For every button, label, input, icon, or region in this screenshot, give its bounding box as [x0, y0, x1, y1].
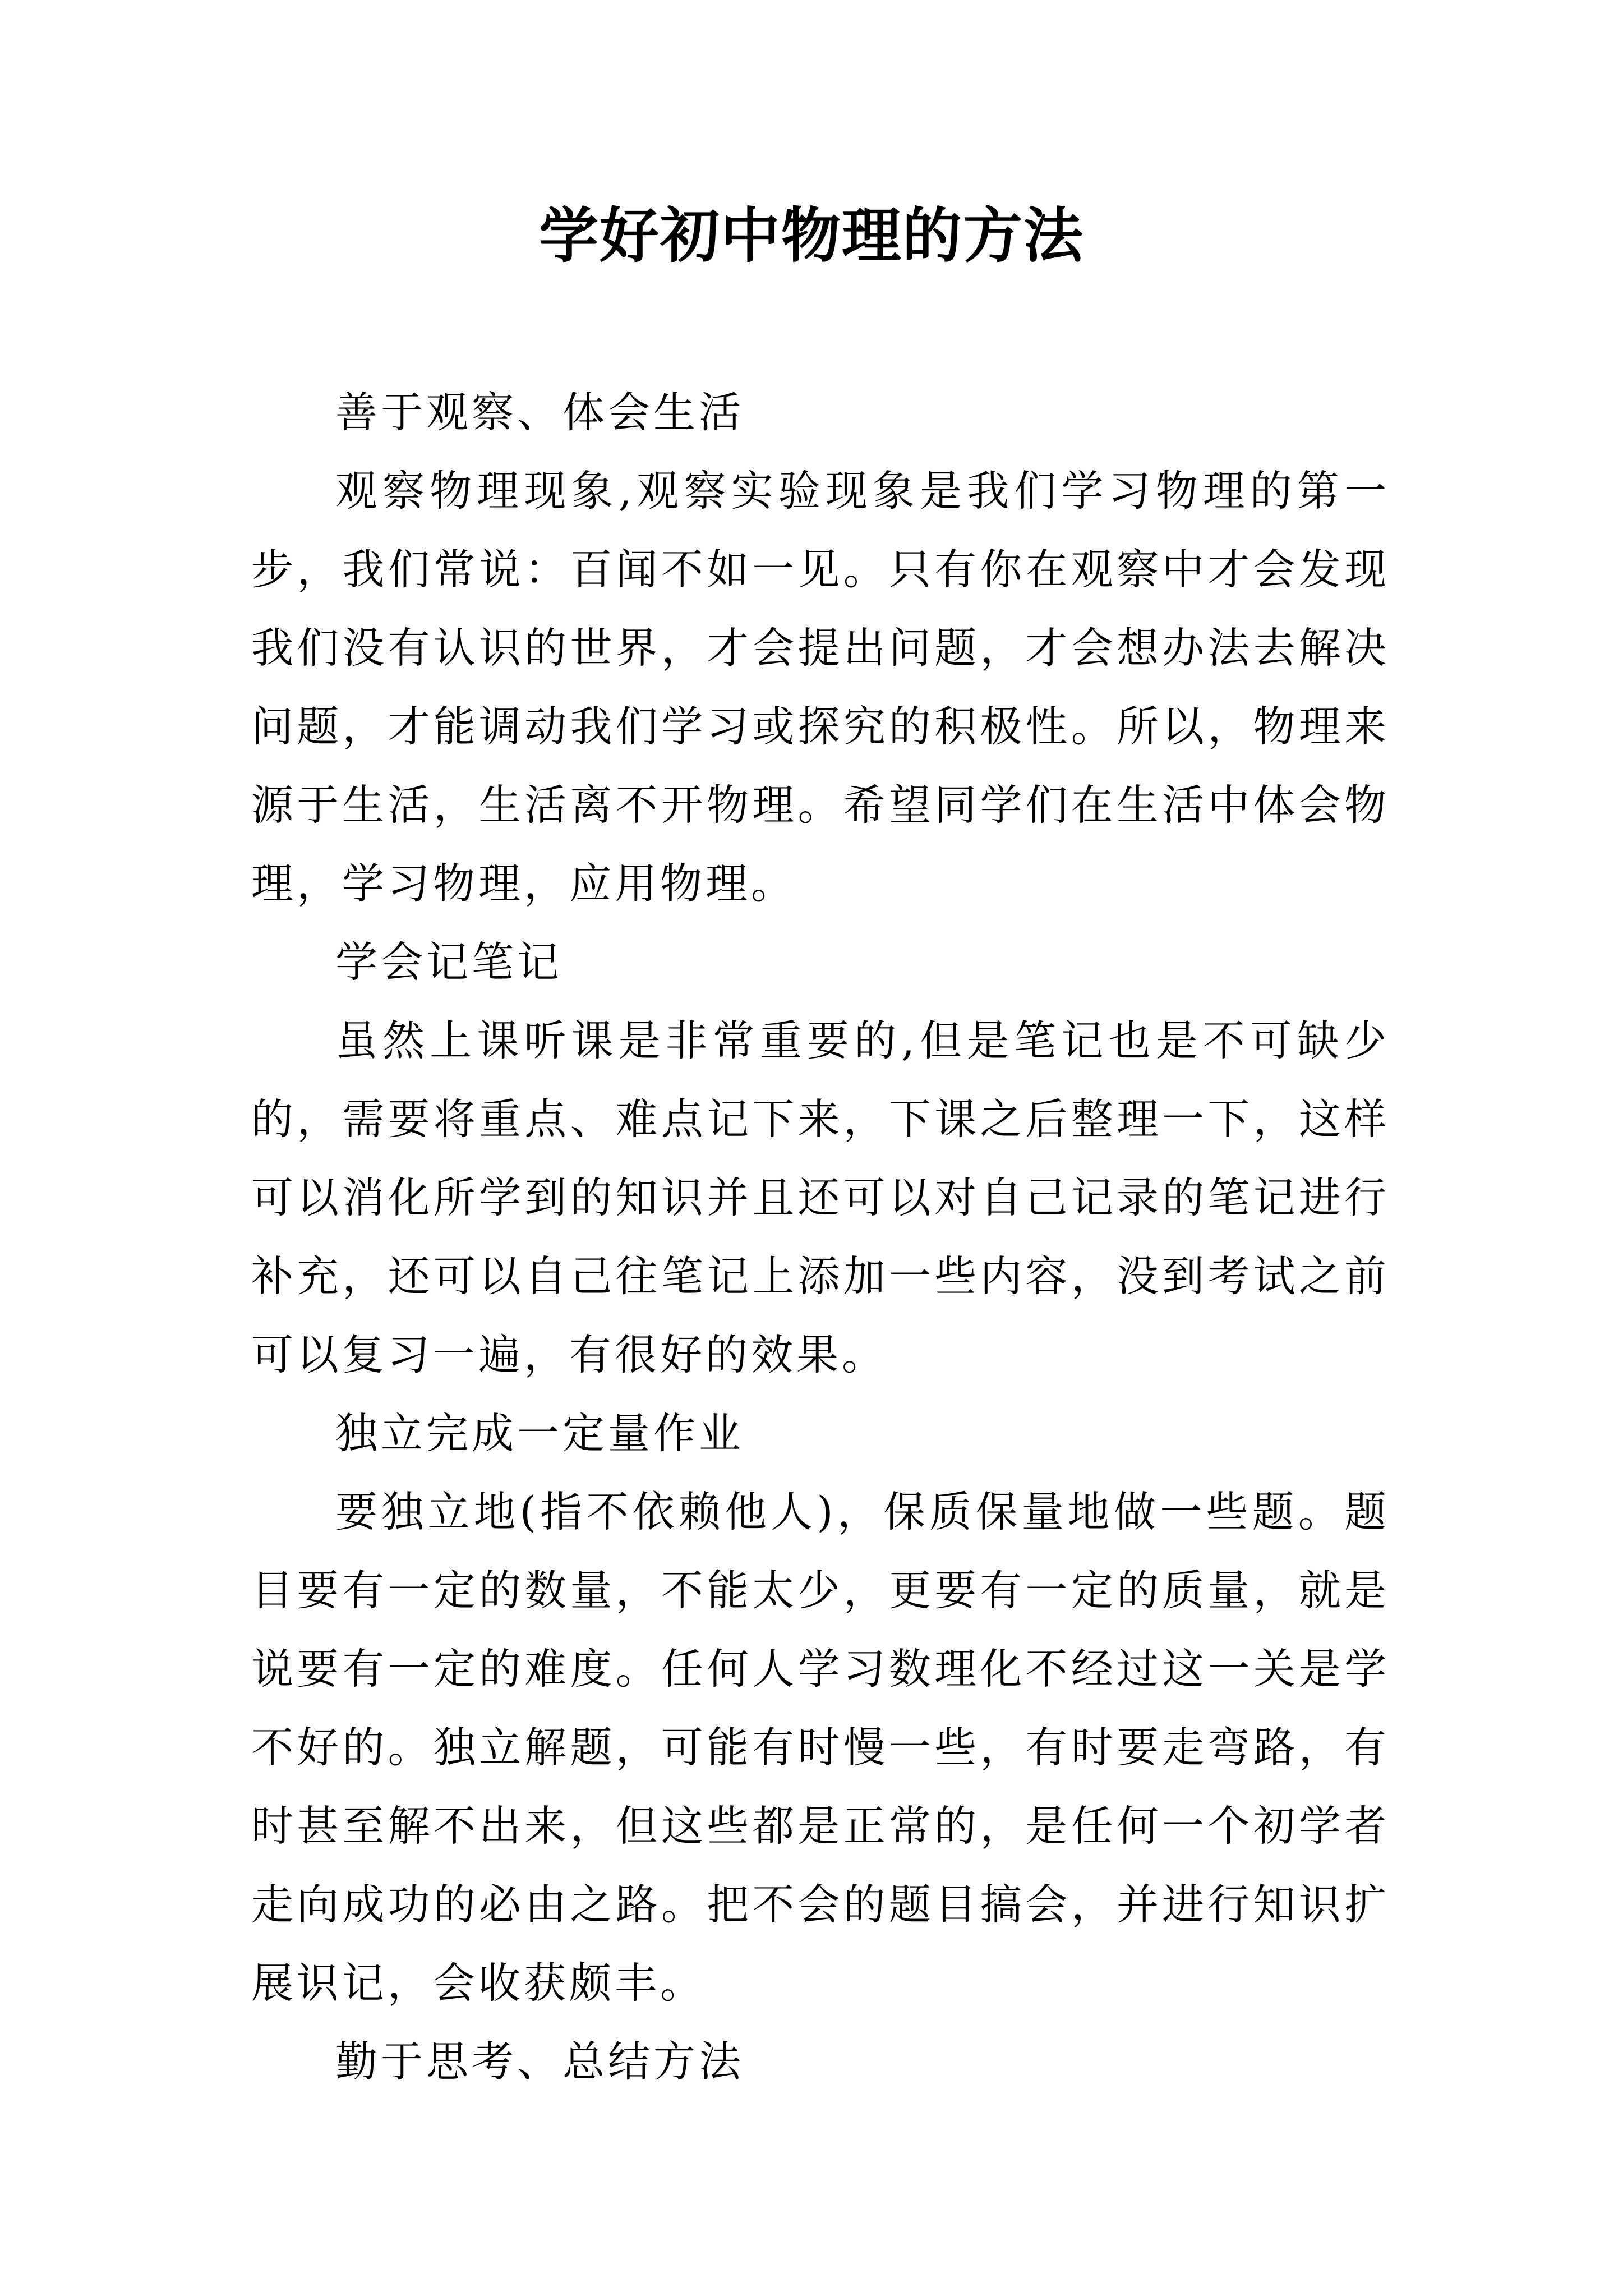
- section-paragraph-observe: 观察物理现象,观察实验现象是我们学习物理的第一步，我们常说：百闻不如一见。只有你在观察中才会发现我们没有认识的世界，才会提出问题，才会想办法去解决问题，才能调动我们学习或探究的积极性。所以，物理来源于生活，生活离不开物理。希望同学们在生活中体会物理，学习物理，应用物理。: [251, 466, 1390, 908]
- section-heading-homework: 独立完成一定量作业: [335, 1409, 745, 1458]
- section-paragraph-homework: 要独立地(指不依赖他人)，保质保量地做一些题。题目要有一定的数量，不能太少，更要有一定的质量，就是说要有一定的难度。任何人学习数理化不经过这一关是学不好的。独立解题，可能有时慢一些，有时要走弯路，有时甚至解不出来，但这些都是正常的，是任何一个初学者走向成功的必由之路。把不会的题目搞会，并进行知识扩展识记，会收获颇丰。: [251, 1487, 1390, 2008]
- section-paragraph-notes: 虽然上课听课是非常重要的,但是笔记也是不可缺少的，需要将重点、难点记下来，下课之后整理一下，这样可以消化所学到的知识并且还可以对自己记录的笔记进行补充，还可以自己往笔记上添加一些内容，没到考试之前可以复习一遍，有很好的效果。: [251, 1016, 1390, 1379]
- section-heading-think: 勤于思考、总结方法: [335, 2037, 745, 2086]
- section-heading-observe: 善于观察、体会生活: [335, 388, 745, 437]
- article-body: [251, 373, 1390, 2101]
- section-heading-notes: 学会记笔记: [335, 937, 563, 987]
- page-title: 学好初中物理的方法: [539, 200, 1084, 270]
